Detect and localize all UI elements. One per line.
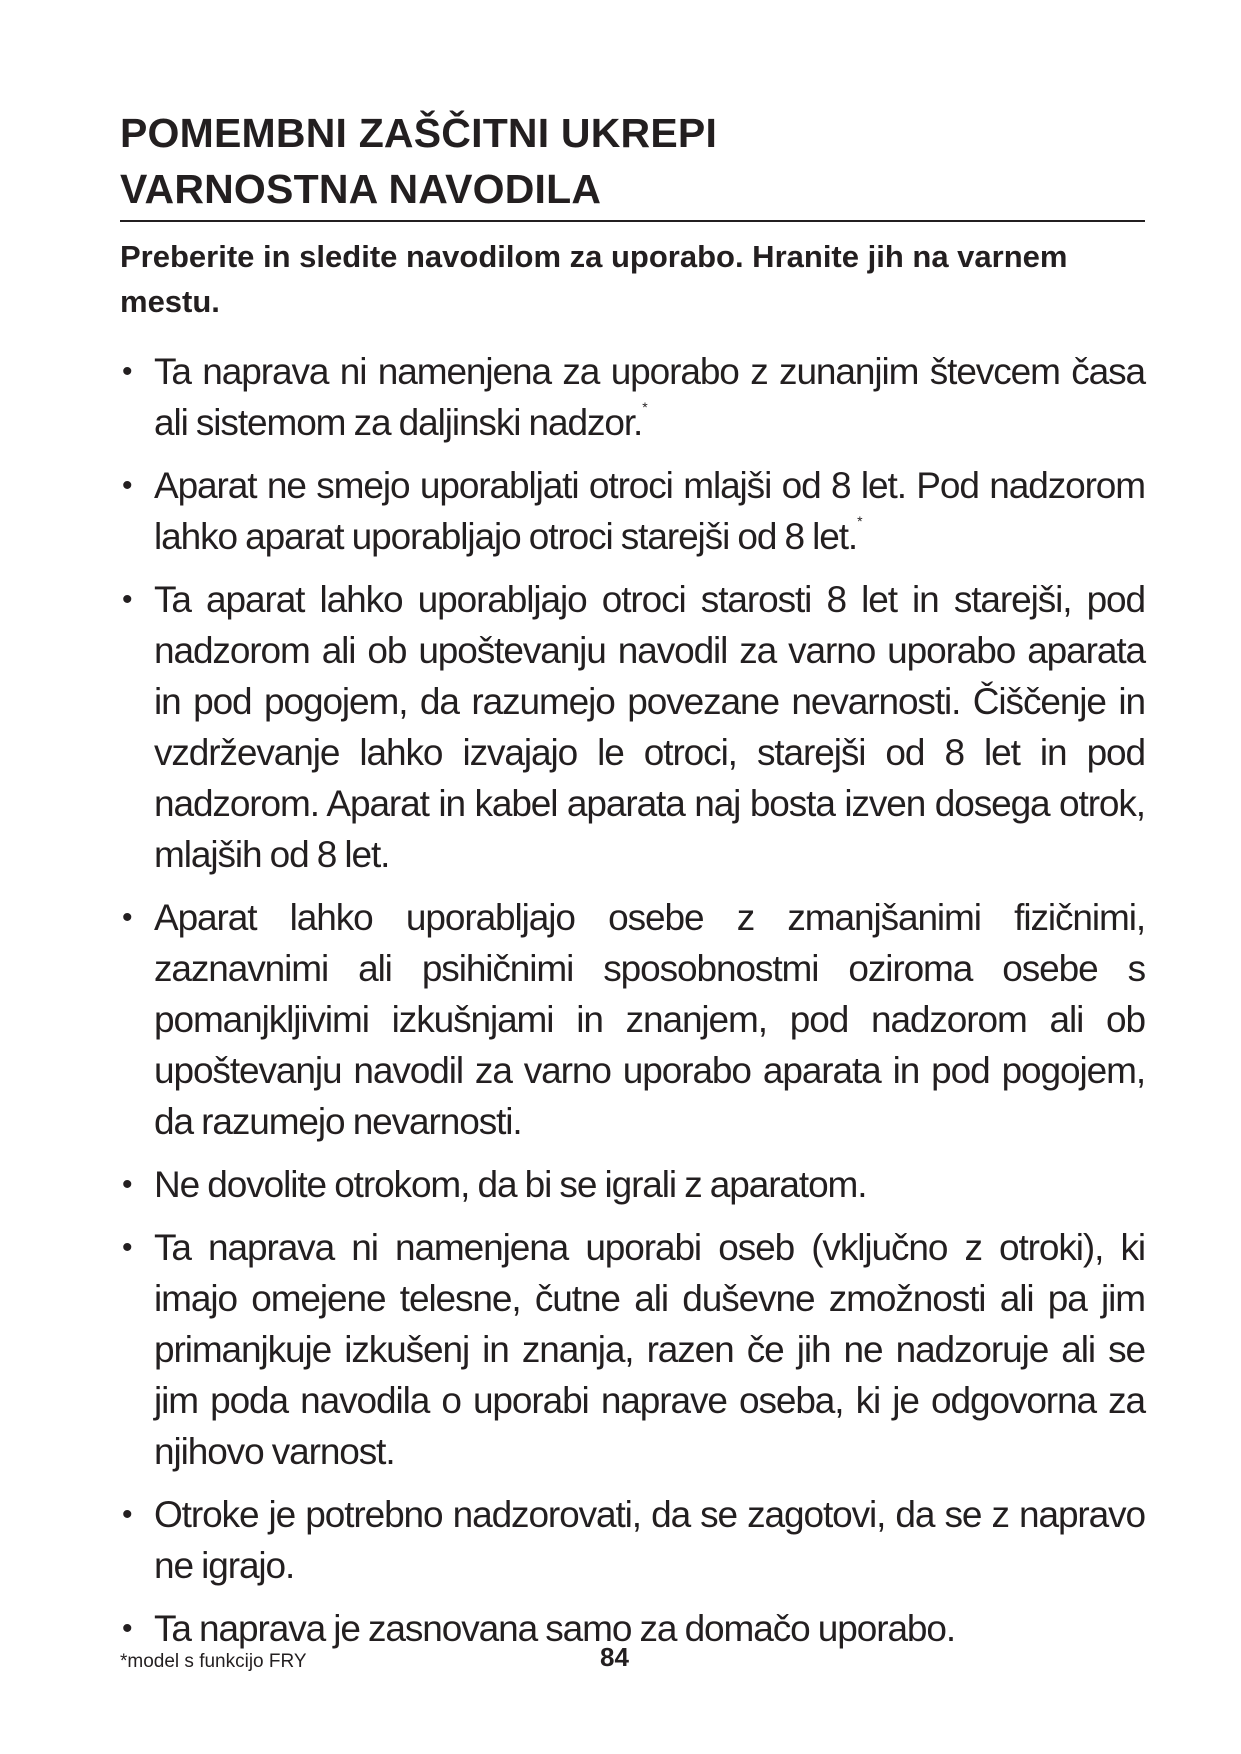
list-item-text: Ne dovolite otrokom, da bi se igrali z aparatom. — [154, 1164, 867, 1205]
bullet-icon: • — [122, 1498, 132, 1531]
list-item-text: Ta naprava ni namenjena uporabi oseb (vključno z otroki), ki imajo omejene telesne, čutne ali duševne zmožnosti ali pa jim primanjkuje izkušenj in znanja, razen če jih ne nadzoruje ali se jim poda navodila o uporabi naprave oseba, ki je odgovorna za njihovo varnost. — [154, 1227, 1145, 1472]
list-item — [120, 346, 1145, 448]
footnote-mark: * — [642, 399, 647, 415]
list-item — [120, 460, 1145, 562]
bullet-icon: • — [122, 1231, 132, 1264]
list-item-text: Ta naprava ni namenjena za uporabo z zunanjim števcem časa ali sistemom za daljinski nadzor. — [154, 351, 1145, 443]
page-title — [120, 105, 1145, 217]
bullet-icon: • — [122, 469, 132, 502]
bullet-icon: • — [122, 1168, 132, 1201]
bullet-icon: • — [122, 355, 132, 388]
list-item — [120, 574, 1145, 880]
page-number: 84 — [600, 1642, 629, 1672]
bullet-icon: • — [122, 583, 132, 616]
list-item-text: Aparat ne smejo uporabljati otroci mlajši od 8 let. Pod nadzorom lahko aparat uporabljajo otroci starejši od 8 let. — [154, 465, 1145, 557]
list-item-text: Ta aparat lahko uporabljajo otroci starosti 8 let in starejši, pod nadzorom ali ob upoštevanju navodil za varno uporabo aparata in pod pogojem, da razumejo povezane nevarnosti. Čiščenje in vzdrževanje lahko izvajajo le otroci, starejši od 8 let in pod nadzorom. Aparat in kabel aparata naj bosta izven dosega otrok, mlajših od 8 let. — [154, 579, 1145, 875]
list-item — [120, 1159, 1145, 1210]
page-content — [120, 105, 1145, 1666]
safety-list — [120, 346, 1145, 1654]
list-item — [120, 1603, 1145, 1654]
list-item — [120, 892, 1145, 1147]
list-item-text: Otroke je potrebno nadzorovati, da se zagotovi, da se z napravo ne igrajo. — [154, 1494, 1145, 1586]
bullet-icon: • — [122, 901, 132, 934]
list-item-text: Ta naprava je zasnovana samo za domačo uporabo. — [154, 1608, 956, 1649]
list-item — [120, 1222, 1145, 1477]
list-item-text: Aparat lahko uporabljajo osebe z zmanjšanimi fizičnimi, zaznavnimi ali psihičnimi sposobnostmi oziroma osebe s pomanjkljivimi izkušnjami in znanjem, pod nadzorom ali ob upoštevanju navodil za varno uporabo aparata in pod pogojem, da razumejo nevarnosti. — [154, 897, 1145, 1142]
intro-text: Preberite in sledite navodilom za uporabo. Hranite jih na varnem mestu. — [120, 239, 1068, 319]
footnote-mark: * — [857, 513, 862, 529]
title-line-2: VARNOSTNA NAVODILA — [120, 166, 602, 212]
title-divider — [120, 220, 1145, 222]
bullet-icon: • — [122, 1612, 132, 1645]
footnote: *model s funkcijo FRY — [120, 1651, 307, 1672]
title-line-1: POMEMBNI ZAŠČITNI UKREPI — [120, 110, 718, 156]
list-item — [120, 1489, 1145, 1591]
